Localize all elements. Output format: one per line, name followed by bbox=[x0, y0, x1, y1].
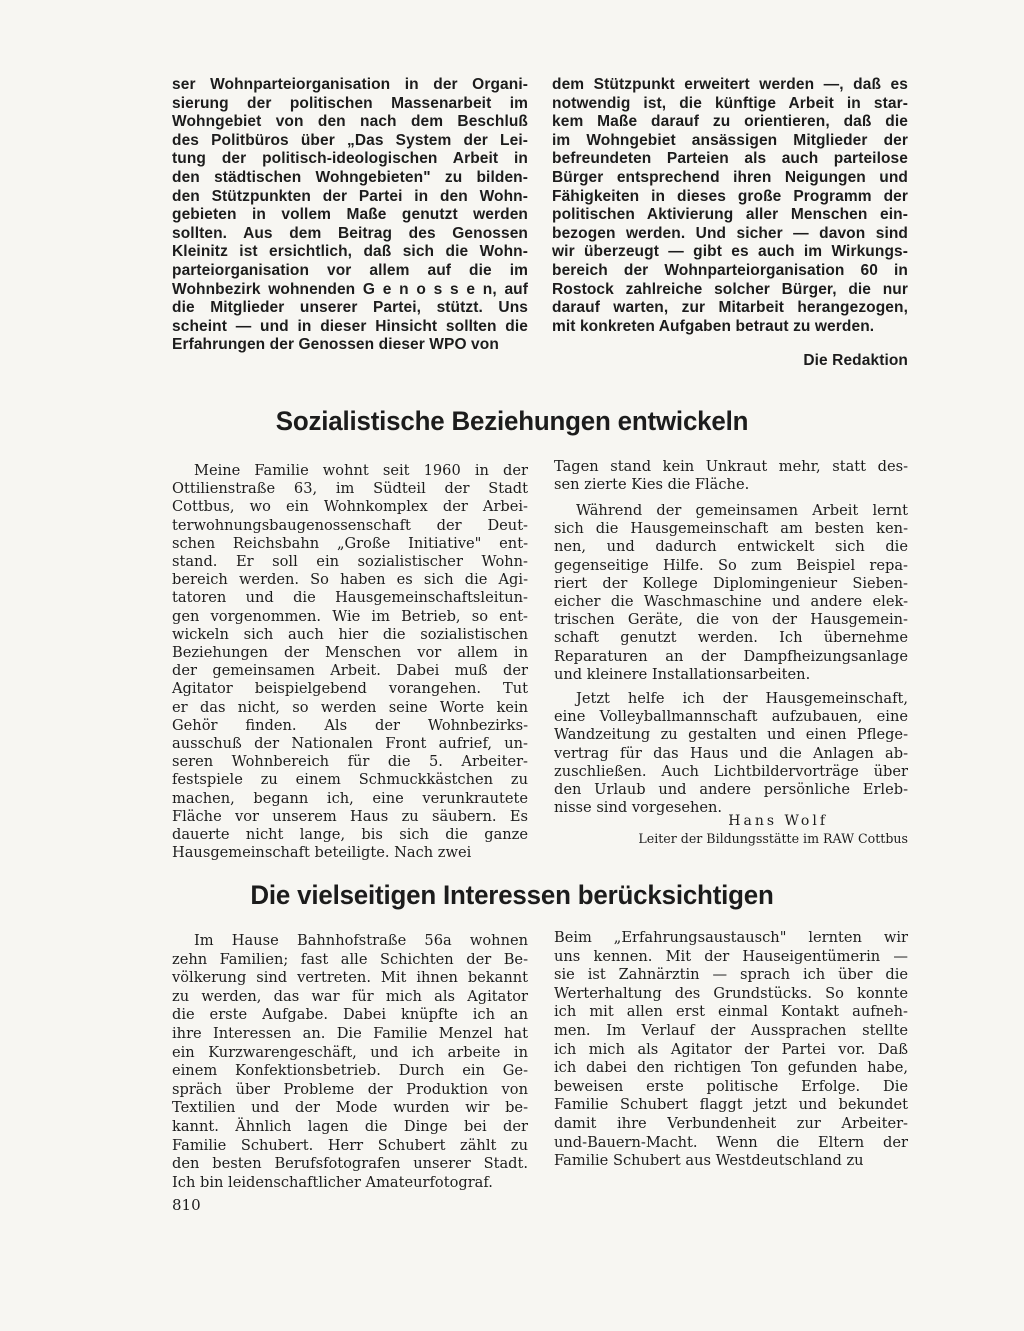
article1-author-role: Leiter der Bildungsstätte im RAW Cottbus bbox=[638, 831, 908, 846]
text-line: gebieten in vollem Maße genutzt werden bbox=[172, 206, 528, 224]
text-line: ich mit allen erst einmal Kontakt aufneh- bbox=[554, 1003, 908, 1021]
text-line: den Stützpunkten der Partei in den Wohn- bbox=[172, 187, 528, 205]
text-line: ich mich als Agitator der Partei vor. Daß bbox=[554, 1040, 908, 1058]
text-line: den Urlaub und andere persönliche Erleb- bbox=[554, 781, 908, 799]
text-line: sierung der politischen Massenarbeit im bbox=[172, 94, 528, 112]
text-line: Tagen stand kein Unkraut mehr, statt des- bbox=[554, 458, 908, 475]
text-line: ihre Interessen an. Die Familie Menzel hat bbox=[172, 1024, 528, 1042]
page-number: 810 bbox=[172, 1196, 201, 1214]
text-line: Textilien und der Mode wurden wir be- bbox=[172, 1099, 528, 1117]
text-line: seren Wohnbereich für die 5. Arbeiter- bbox=[172, 753, 528, 771]
text-line: sie ist Zahnärztin — sprach ich über die bbox=[554, 966, 908, 984]
text-line: sen zierte Kies die Fläche. bbox=[554, 476, 750, 494]
text-line: des Politbüros über „Das System der Lei- bbox=[172, 131, 528, 149]
text-line: bereich werden. So haben es sich die Agi- bbox=[172, 571, 528, 589]
text-line: befreundeten Parteien als auch parteilose bbox=[552, 150, 908, 168]
text-line: vertrag für das Haus und die Anlagen ab- bbox=[554, 744, 908, 762]
text-line: er das nicht, so werden seine Worte kein bbox=[172, 698, 528, 716]
text-line: nen, und dadurch entwickelt sich die bbox=[554, 538, 908, 556]
text-line: dauerte nicht lange, bis sich die ganze bbox=[172, 826, 528, 844]
intro-left-column bbox=[172, 76, 528, 355]
text-line: Bürger entsprechend ihren Neigungen und bbox=[552, 168, 908, 186]
article2-headline: Die vielseitigen Interessen berücksichtigen bbox=[250, 880, 774, 910]
text-line: zu werden, das war für mich als Agitator bbox=[172, 987, 528, 1005]
text-line: Jetzt helfe ich der Hausgemeinschaft, bbox=[576, 690, 908, 707]
article1-right-paragraph-1 bbox=[554, 458, 908, 494]
text-line: trischen Geräte, die von der Hausgemein- bbox=[554, 611, 908, 629]
text-line: bezogen werden. Und sicher — davon sind bbox=[552, 224, 908, 242]
text-line: und-Bauern-Macht. Wenn die Eltern der bbox=[554, 1133, 908, 1151]
text-line: Kleinitz ist ersichtlich, daß sich die Wohn- bbox=[172, 243, 528, 261]
text-line: die erste Aufgabe. Dabei knüpfte ich an bbox=[172, 1006, 528, 1024]
text-line: Im Hause Bahnhofstraße 56a wohnen bbox=[194, 932, 528, 949]
redaction-signature: Die Redaktion bbox=[803, 352, 908, 369]
text-line: den besten Berufsfotografen unserer Stadt. bbox=[172, 1155, 528, 1173]
article1-left-column bbox=[172, 462, 528, 862]
text-line: Reparaturen an der Dampfheizungsanlage bbox=[554, 647, 908, 665]
text-line: eine Volleyballmannschaft aufzubauen, eine bbox=[554, 708, 908, 726]
text-line: nisse sind vorgesehen. bbox=[554, 799, 723, 817]
text-line: wir überzeugt — gibt es auch im Wirkungs- bbox=[552, 243, 908, 261]
text-line: Cottbus, wo ein Wohnkomplex der Arbei- bbox=[172, 498, 528, 516]
text-line: die Mitglieder unserer Partei, stützt. Uns bbox=[172, 299, 528, 317]
text-line: riert der Kollege Diplomingenieur Sieben- bbox=[554, 574, 908, 592]
text-line: spräch über Probleme der Produktion von bbox=[172, 1080, 528, 1098]
text-line: politischen Aktivierung aller Menschen ein- bbox=[552, 206, 908, 224]
text-line: eicher die Waschmaschine und andere elek- bbox=[554, 593, 908, 611]
text-line: parteiorganisation vor allem auf die im bbox=[172, 261, 528, 279]
text-line: zuschließen. Auch Lichtbildervorträge über bbox=[554, 762, 908, 780]
text-line: schaft genutzt werden. Ich übernehme bbox=[554, 629, 908, 647]
article1-author: Hans Wolf bbox=[728, 813, 828, 829]
text-line: schen Reichsbahn „Große Initiative" ent- bbox=[172, 534, 528, 552]
text-line: Agitator beispielgebend vorangehen. Tut bbox=[172, 680, 528, 698]
text-line: machen, begann ich, eine verunkrautete bbox=[172, 789, 528, 807]
text-line: tung der politisch-ideologischen Arbeit in bbox=[172, 150, 528, 168]
text-line: scheint — und in dieser Hinsicht sollten die bbox=[172, 317, 528, 335]
article2-left-column bbox=[172, 932, 528, 1192]
text-line: gen vorgenommen. Wie im Betrieb, so ent- bbox=[172, 607, 528, 625]
text-line: ein Kurzwarengeschäft, und ich arbeite in bbox=[172, 1043, 528, 1061]
text-line: damit ihre Verbundenheit zur Arbeiter- bbox=[554, 1114, 908, 1132]
text-line: einem Konfektionsbetrieb. Durch ein Ge- bbox=[172, 1062, 528, 1080]
text-line: ser Wohnparteiorganisation in der Organi- bbox=[172, 76, 528, 93]
text-line: und kleinere Installationsarbeiten. bbox=[554, 665, 811, 683]
text-line: den städtischen Wohngebieten" zu bilden- bbox=[172, 168, 528, 186]
text-line: ich dabei den richtigen Ton gefunden habe, bbox=[554, 1059, 908, 1077]
text-line: tatoren und die Hausgemeinschaftsleitun- bbox=[172, 589, 528, 607]
text-line: Beim „Erfahrungsaustausch" lernten wir bbox=[554, 929, 908, 946]
text-line: Beziehungen der Menschen vor allem in bbox=[172, 644, 528, 662]
text-line: beweisen erste politische Erfolge. Die bbox=[554, 1077, 908, 1095]
text-line: mit konkreten Aufgaben betraut zu werden. bbox=[552, 317, 875, 335]
text-line: im Wohngebiet ansässigen Mitglieder der bbox=[552, 131, 908, 149]
text-line: Wohnbezirk wohnenden G e n o s s e n, auf bbox=[172, 280, 528, 298]
text-line: Erfahrungen der Genossen dieser WPO von bbox=[172, 336, 499, 354]
text-line: Familie Schubert aus Westdeutschland zu bbox=[554, 1152, 864, 1170]
text-line: der gemeinsamen Arbeit. Dabei muß der bbox=[172, 662, 528, 680]
article1-right-paragraph-2 bbox=[554, 502, 908, 684]
text-line: wickeln sich auch hier die sozialistischen bbox=[172, 625, 528, 643]
text-line: kannt. Ähnlich lagen die Dinge bei der bbox=[172, 1117, 528, 1135]
text-line: gegenseitige Hilfe. So zum Beispiel repa- bbox=[554, 556, 908, 574]
text-line: Fläche vor unserem Haus zu säubern. Es bbox=[172, 807, 528, 825]
text-line: terwohnungsbaugenossenschaft der Deut- bbox=[172, 516, 528, 534]
text-line: Familie Schubert. Herr Schubert zählt zu bbox=[172, 1136, 528, 1154]
text-line: men. Im Verlauf der Aussprachen stellte bbox=[554, 1021, 908, 1039]
text-line: Während der gemeinsamen Arbeit lernt bbox=[576, 502, 908, 519]
text-line: Hausgemeinschaft beteiligte. Nach zwei bbox=[172, 844, 472, 862]
text-line: Werterhaltung des Grundstücks. So konnte bbox=[554, 984, 908, 1002]
text-line: Meine Familie wohnt seit 1960 in der bbox=[194, 462, 528, 479]
article2-right-column bbox=[554, 929, 908, 1171]
text-line: ausschuß der Nationalen Front aufrief, un- bbox=[172, 735, 528, 753]
text-line: sich die Hausgemeinschaft am besten ken- bbox=[554, 520, 908, 538]
text-line: darauf warten, zur Mitarbeit herangezogen, bbox=[552, 299, 908, 317]
text-line: stand. Er soll ein sozialistischer Wohn- bbox=[172, 553, 528, 571]
text-line: dem Stützpunkt erweitert werden —, daß es bbox=[552, 76, 908, 93]
text-line: Wohngebiet von den nach dem Beschluß bbox=[172, 113, 528, 131]
text-line: kem Maße darauf zu orientieren, daß die bbox=[552, 113, 908, 131]
text-line: uns kennen. Mit der Hauseigentümerin — bbox=[554, 947, 908, 965]
text-line: Ottilienstraße 63, im Südteil der Stadt bbox=[172, 480, 528, 498]
intro-right-column bbox=[552, 76, 908, 336]
text-line: bereich der Wohnparteiorganisation 60 in bbox=[552, 261, 908, 279]
text-line: sollten. Aus dem Beitrag des Genossen bbox=[172, 224, 528, 242]
article1-headline: Sozialistische Beziehungen entwickeln bbox=[275, 406, 749, 436]
text-line: völkerung sind vertreten. Mit ihnen bekannt bbox=[172, 969, 528, 987]
text-line: notwendig ist, die künftige Arbeit in star- bbox=[552, 94, 908, 112]
text-line: Gehör finden. Als der Wohnbezirks- bbox=[172, 716, 528, 734]
text-line: Ich bin leidenschaftlicher Amateurfotograf. bbox=[172, 1173, 493, 1191]
text-line: Familie Schubert flaggt jetzt und bekundet bbox=[554, 1096, 908, 1114]
text-line: Rostock zahlreiche solcher Bürger, die nur bbox=[552, 280, 908, 298]
text-line: Fähigkeiten in dieses große Programm der bbox=[552, 187, 908, 205]
article1-right-paragraph-3 bbox=[554, 690, 908, 817]
text-line: zehn Familien; fast alle Schichten der Be- bbox=[172, 950, 528, 968]
text-line: festspiele zu einem Schmuckkästchen zu bbox=[172, 771, 528, 789]
text-line: Wandzeitung zu gestalten und einen Pflege- bbox=[554, 726, 908, 744]
